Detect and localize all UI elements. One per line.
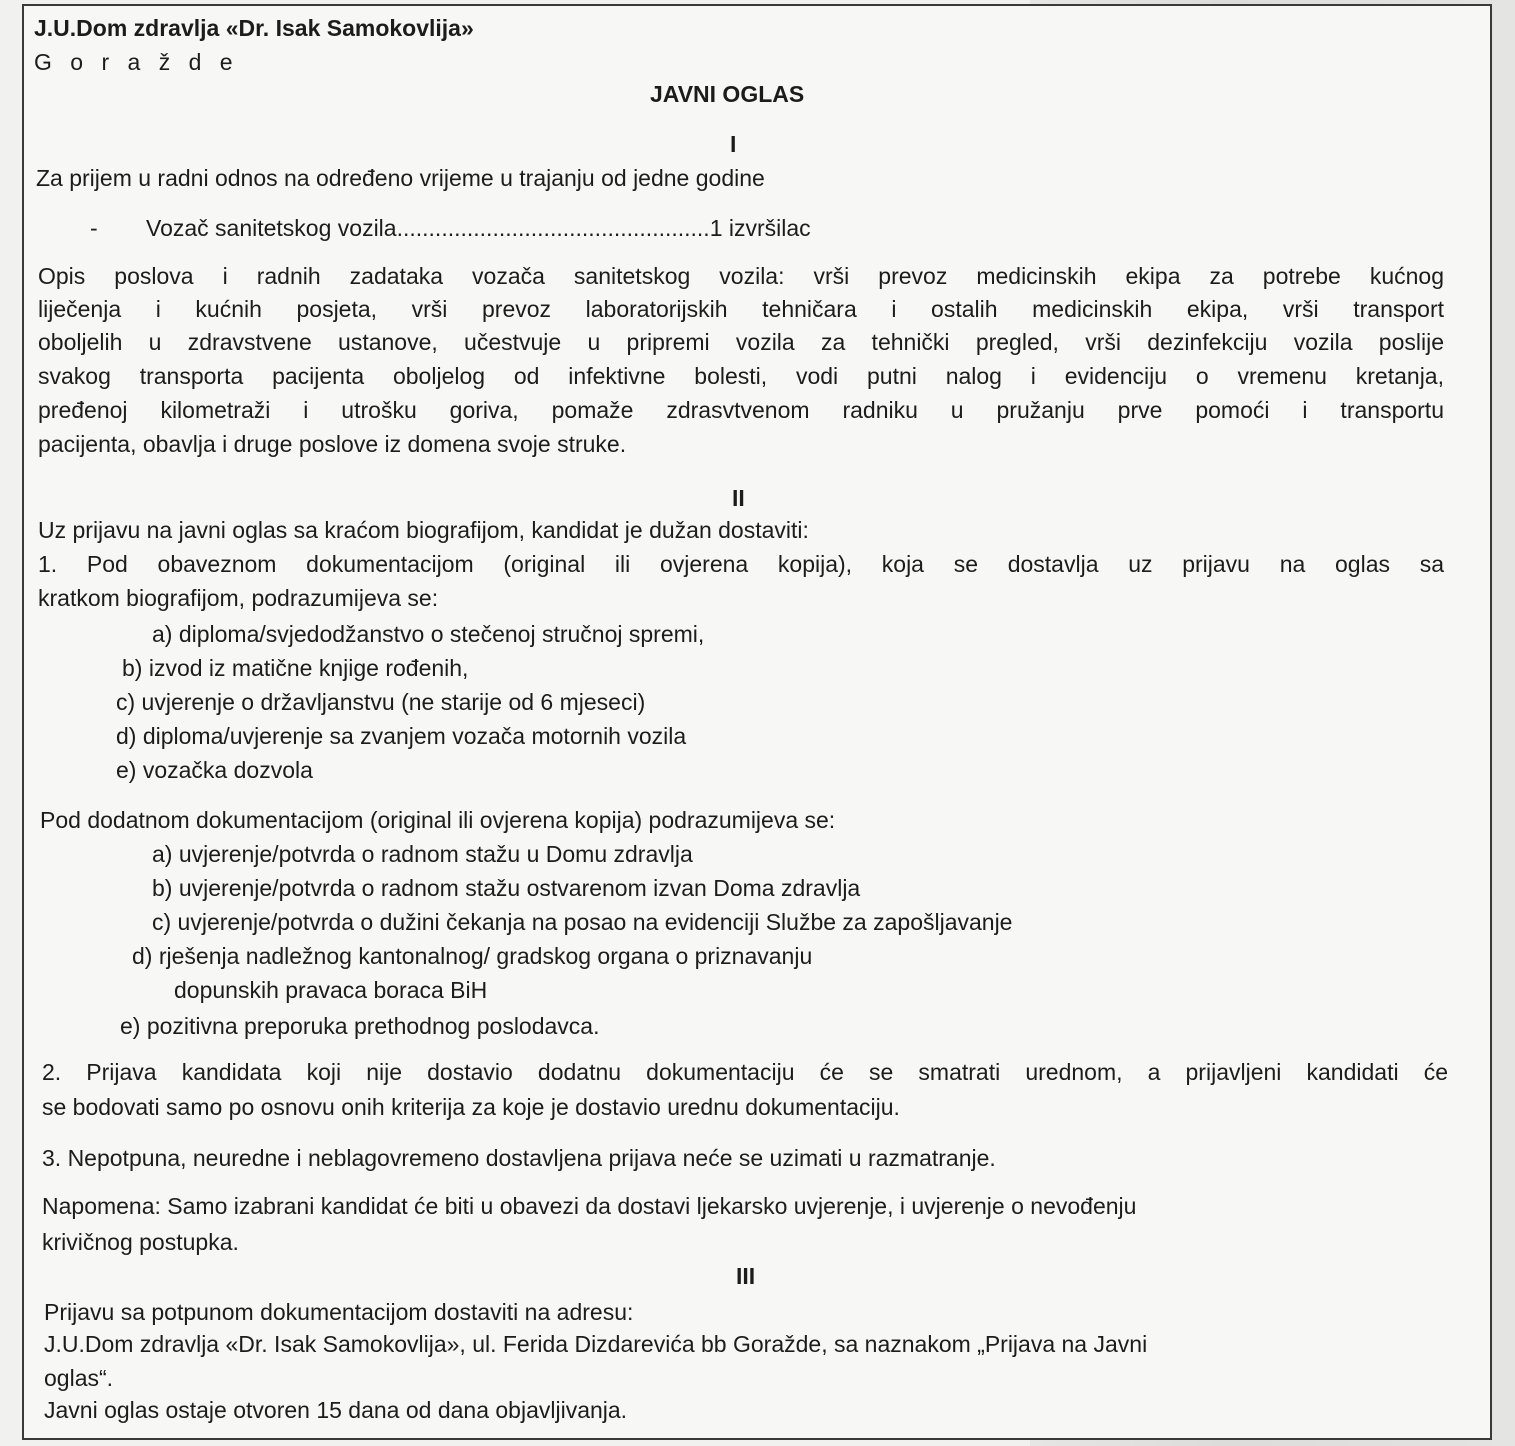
additional-doc-item: d) rješenja nadležnog kantonalnog/ gradskog organa o priznavanju xyxy=(132,943,813,969)
description-line: pređenoj kilometraži i utrošku goriva, pomaže zdrasvtvenom radniku u pružanju prve pomoći i transportu xyxy=(38,397,1444,423)
item1-line: kratkom biografijom, podrazumijeva se: xyxy=(38,585,439,611)
description-line: Opis poslova i radnih zadataka vozača sanitetskog vozila: vrši prevoz medicinskih ekipa za potrebe kućnog xyxy=(38,263,1444,289)
position-line: Vozač sanitetskog vozila.................................................1 izvršilac xyxy=(146,215,811,241)
note-line: krivičnog postupka. xyxy=(42,1229,239,1255)
item3-line: 3. Nepotpuna, neuredne i neblagovremeno dostavljena prijava neće se uzimati u razmatranje. xyxy=(42,1145,996,1171)
section-numeral-3: III xyxy=(736,1263,756,1289)
additional-doc-item: e) pozitivna preporuka prethodnog poslodavca. xyxy=(120,1013,600,1039)
additional-doc-item: c) uvjerenje/potvrda o dužini čekanja na posao na evidenciji Službe za zapošljavanje xyxy=(152,909,1013,935)
submission-line: Javni oglas ostaje otvoren 15 dana od dana objavljivanja. xyxy=(44,1397,628,1423)
submission-line: J.U.Dom zdravlja «Dr. Isak Samokovlija», ul. Ferida Dizdarevića bb Goražde, sa naznakom „Prijava na Javni xyxy=(44,1331,1148,1357)
section-numeral-1: I xyxy=(730,131,737,157)
additional-docs-intro: Pod dodatnom dokumentacijom (original ili ovjerena kopija) podrazumijeva se: xyxy=(40,807,836,833)
additional-doc-item: b) uvjerenje/potvrda o radnom stažu ostvarenom izvan Doma zdravlja xyxy=(152,875,861,901)
mandatory-doc-item: d) diploma/uvjerenje sa zvanjem vozača motornih vozila xyxy=(116,723,687,749)
mandatory-doc-item: c) uvjerenje o državljanstvu (ne starije od 6 mjeseci) xyxy=(116,689,646,715)
mandatory-doc-item: e) vozačka dozvola xyxy=(116,757,313,783)
note-line: Napomena: Samo izabrani kandidat će biti u obavezi da dostavi ljekarsko uvjerenje, i uvjerenje o nevođenju xyxy=(42,1193,1137,1219)
description-line: oboljelih u zdravstvene ustanove, učestvuje u pripremi vozila za tehnički pregled, vrši dezinfekciju vozila poslije xyxy=(38,329,1444,355)
document-title: JAVNI OGLAS xyxy=(650,81,805,107)
mandatory-doc-item: a) diploma/svjedodžanstvo o stečenoj stručnoj spremi, xyxy=(152,621,705,647)
item1-line: 1. Pod obaveznom dokumentacijom (original ili ovjerena kopija), koja se dostavlja uz prijavu na oglas sa xyxy=(38,551,1444,577)
city-name: G o r a ž d e xyxy=(34,49,239,75)
mandatory-doc-item: b) izvod iz matične knjige rođenih, xyxy=(122,655,469,681)
submission-line: oglas“. xyxy=(44,1365,114,1391)
description-line: svakog transporta pacijenta oboljelog od infektivne bolesti, vodi putni nalog i evidenciju o vremenu kretanja, xyxy=(38,363,1444,389)
item2-line: 2. Prijava kandidata koji nije dostavio dodatnu dokumentaciju će se smatrati urednom, a prijavljeni kandidati će xyxy=(42,1059,1448,1085)
section1-intro: Za prijem u radni odnos na određeno vrijeme u trajanju od jedne godine xyxy=(36,165,765,191)
section-numeral-2: II xyxy=(732,485,745,511)
additional-doc-item: a) uvjerenje/potvrda o radnom stažu u Domu zdravlja xyxy=(152,841,693,867)
additional-doc-item: dopunskih pravaca boraca BiH xyxy=(174,977,488,1003)
item2-line: se bodovati samo po osnovu onih kriterija za koje je dostavio urednu dokumentaciju. xyxy=(42,1094,900,1120)
submission-line: Prijavu sa potpunom dokumentacijom dostaviti na adresu: xyxy=(44,1299,634,1325)
institution-name: J.U.Dom zdravlja «Dr. Isak Samokovlija» xyxy=(34,15,474,41)
position-dash: - xyxy=(90,215,98,241)
section2-intro: Uz prijavu na javni oglas sa kraćom biografijom, kandidat je dužan dostaviti: xyxy=(38,517,809,543)
announcement-frame xyxy=(22,4,1492,1440)
description-line: liječenja i kućnih posjeta, vrši prevoz laboratorijskih tehničara i ostalih medicinskih ekipa, vrši transport xyxy=(38,296,1444,322)
description-line: pacijenta, obavlja i druge poslove iz domena svoje struke. xyxy=(38,431,627,457)
